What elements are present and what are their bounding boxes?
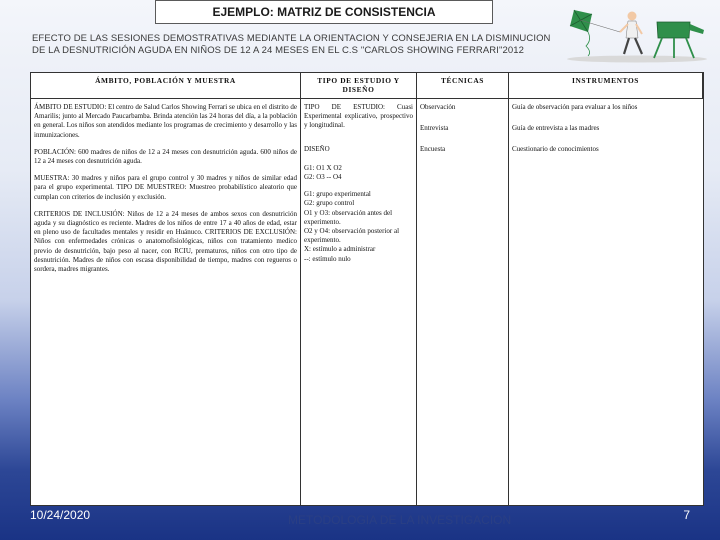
consistency-matrix-table [30,72,704,506]
diseno-formula-line-1: G1: O1 X O2 [304,163,342,172]
instrumento-item: Guía de entrevista a las madres [512,124,600,133]
diseno-formula-line-2: G2: O3 -- O4 [304,173,342,182]
legend-line-5: X: estímulo a administrar [304,245,376,254]
muestra-text: MUESTRA: 30 madres y niños para el grupo control y 30 madres y niños de similar edad para el grupo experimental. TIPO DE MUESTREO: Muestreo probabilístico aleatorio que cumplan con criterios de inclusión y exclusión. [34,174,297,201]
instrumento-item: Guía de observación para evaluar a los niños [512,103,638,111]
legend-line-2: G2: grupo control [304,199,355,208]
cell-tipo-estudio [301,99,417,505]
diseno-label: DISEÑO [304,144,330,153]
cell-instrumentos [509,99,703,505]
header-ambito: ÁMBITO, POBLACIÓN Y MUESTRA [31,73,301,99]
tecnica-item: Observación [420,103,456,111]
footer-course-name: METODOLOGIA DE LA INVESTIGACION [288,513,512,527]
diseno-legend [304,190,413,264]
kite-flyer-clipart-icon [562,4,712,64]
ambito-estudio-text: ÁMBITO DE ESTUDIO: El centro de Salud Carlos Showing Ferrari se ubica en el distrito de Amarilis; junto al Mercado Paucarbamba. Brinda atención las 24 horas del día, a la población en general. Los niños son atendidos mediante los programas de crecimiento y desarrollo y las inmunizaciones. [34,103,297,139]
cell-tecnicas [417,99,509,505]
instrumento-item: Cuestionario de conocimientos [512,145,599,154]
header-instrumentos: INSTRUMENTOS [509,73,703,99]
header-tipo-estudio: TIPO DE ESTUDIO Y DISEÑO [301,73,417,99]
tecnica-item: Entrevista [420,124,449,133]
slide-title: EJEMPLO: MATRIZ DE CONSISTENCIA [155,0,493,24]
criterios-text: CRITERIOS DE INCLUSIÓN: Niños de 12 a 24 meses de ambos sexos con desnutrición aguda y su diagnóstico es reciente. Madres de los niños de entre 17 a 40 años de edad, estar en pleno uso de facultades mentales y residir en Huánuco. CRITERIOS DE EXCLUSIÓN: Niños con enfermedades crónicas o anatomofisiológicas, niños con tratamiento medico previo de desnutrición, bajo peso al nacer, con RCIU, prematuros, niños con otro tipo de desnutrición. Madres de niños con escasa disponibilidad de tiempo, madres con regueros o sordera, madres migrantes. [34,209,297,274]
cell-ambito [31,99,301,505]
subtitle-line-2: DE LA DESNUTRICIÓN AGUDA EN NIÑOS DE 12 A 24 MESES EN EL C.S "CARLOS SHOWING FERRARI"2012 [32,45,525,56]
legend-line-3: O1 y O3: observación antes del experimento. [304,208,393,226]
subtitle-line-1: EFECTO DE LAS SESIONES DEMOSTRATIVAS MEDIANTE LA ORIENTACION Y CONSEJERIA EN LA DISMINUCION [32,33,551,44]
diseno-formula [304,164,413,182]
footer-page-number: 7 [683,508,690,522]
legend-line-1: G1: grupo experimental [304,190,371,199]
legend-line-6: --: estímulo nulo [304,254,351,263]
header-tecnicas: TÉCNICAS [417,73,509,99]
footer-date: 10/24/2020 [30,508,91,522]
slide-subtitle [32,33,552,57]
tipo-estudio-text: TIPO DE ESTUDIO: Cuasi Experimental explicativo, prospectivo y longitudinal. [304,103,413,130]
poblacion-text: POBLACIÓN: 600 madres de niños de 12 a 24 meses con desnutrición aguda. 600 niños de 12 a 24 meses con desnutrición aguda. [34,147,297,166]
legend-line-4: O2 y O4: observación posterior al experimento. [304,227,400,245]
tecnica-item: Encuesta [420,145,446,154]
